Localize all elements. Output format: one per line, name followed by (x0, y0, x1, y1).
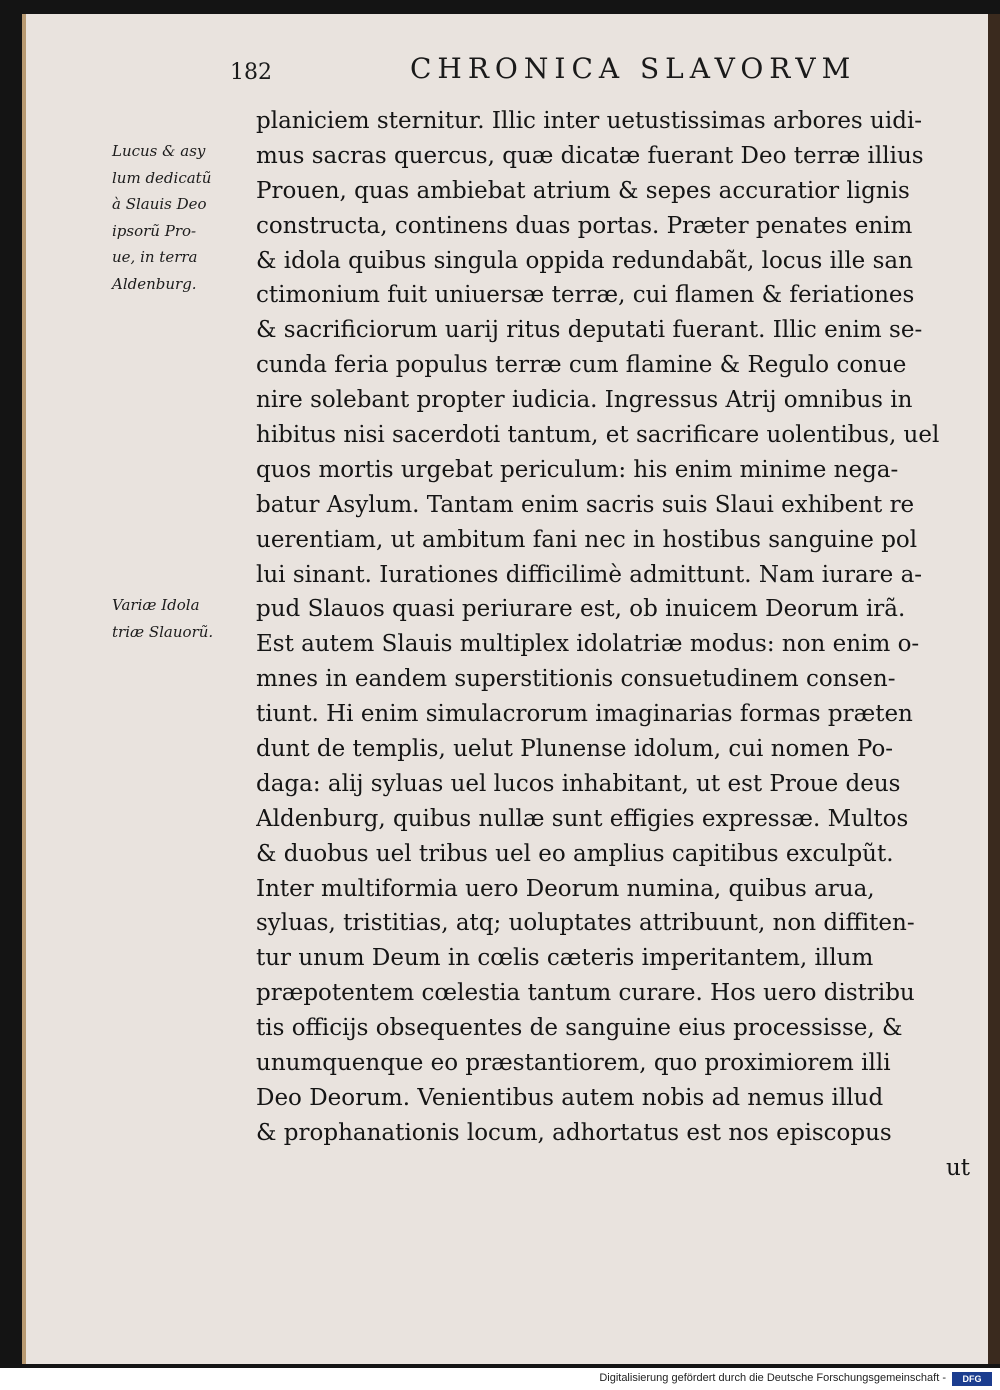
text-line: ut (945, 1154, 970, 1181)
text-line: ctimonium fuit uniuersæ terræ, cui flamen & feriationes (256, 282, 915, 309)
text-line: dunt de templis, uelut Plunense idolum, cui nomen Po- (256, 736, 894, 763)
text-line: mus sacras quercus, quæ dicatæ fuerant Deo terræ illius (256, 142, 924, 169)
text-line: Est autem Slauis multiplex idolatriæ modus: non enim o- (256, 631, 920, 658)
page-header (230, 52, 950, 92)
body-text (256, 104, 976, 1186)
text-line: batur Asylum. Tantam enim sacris suis Slaui exhibent re (256, 491, 915, 518)
running-title: CHRONICA SLAVORVM (410, 52, 857, 85)
text-line: & duobus uel tribus uel eo amplius capitibus exculpũt. (256, 840, 894, 867)
text-line: nire solebant propter iudicia. Ingressus Atrij omnibus in (256, 387, 913, 414)
marginal-note-line: lum dedicatũ (112, 168, 212, 187)
text-line: & prophanationis locum, adhortatus est nos episcopus (256, 1119, 892, 1146)
marginal-note-line: Aldenburg. (112, 274, 197, 293)
marginal-note-line: ipsorũ Pro- (112, 221, 197, 240)
text-line: unumquenque eo præstantiorem, quo proximiorem illi (256, 1050, 891, 1077)
dfg-logo: DFG (952, 1372, 992, 1386)
marginal-note-line: Variæ Idola (112, 596, 200, 614)
text-line: Deo Deorum. Venientibus autem nobis ad nemus illud (256, 1084, 884, 1111)
text-line: quos mortis urgebat periculum: his enim minime nega- (256, 456, 899, 483)
footer-credit: Digitalisierung gefördert durch die Deutsche Forschungsgemeinschaft - (599, 1372, 946, 1384)
text-line: Aldenburg, quibus nullæ sunt effigies expressæ. Multos (256, 805, 909, 832)
marginal-note-line: à Slauis Deo (112, 195, 207, 213)
text-line: daga: alij syluas uel lucos inhabitant, ut est Proue deus (256, 770, 901, 797)
text-line: hibitus nisi sacerdoti tantum, et sacrificare uolentibus, uel (256, 422, 940, 449)
text-line: tiunt. Hi enim simulacrorum imaginarias formas præten (256, 701, 913, 728)
text-line: & sacrificiorum uarij ritus deputati fuerant. Illic enim se- (256, 317, 923, 344)
text-line: præpotentem cœlestia tantum curare. Hos uero distribu (256, 980, 915, 1007)
text-line: cunda feria populus terræ cum flamine & Regulo conue (256, 352, 907, 379)
text-line: uerentiam, ut ambitum fani nec in hostibus sanguine pol (256, 526, 918, 553)
digitization-footer (0, 1368, 1000, 1390)
marginal-note-line: triæ Slauorũ. (112, 622, 214, 641)
text-line: & idola quibus singula oppida redundabãt, locus ille san (256, 247, 913, 274)
page-number: 182 (230, 60, 272, 85)
marginal-note-lucus (112, 138, 262, 297)
text-line: mnes in eandem superstitionis consuetudinem consen- (256, 666, 896, 693)
text-line: constructa, continens duas portas. Præter penates enim (256, 212, 913, 239)
text-line: lui sinant. Iurationes difficilimè admittunt. Nam iurare a- (256, 561, 923, 588)
text-line: tur unum Deum in cœlis cæteris imperitantem, illum (256, 945, 874, 972)
text-line: Prouen, quas ambiebat atrium & sepes accuratior lignis (256, 177, 910, 204)
marginal-note-idolatry (112, 592, 262, 645)
text-line: pud Slauos quasi periurare est, ob inuicem Deorum irã. (256, 596, 906, 623)
marginal-note-line: Lucus & asy (112, 142, 206, 160)
text-line: tis officijs obsequentes de sanguine eius processisse, & (256, 1015, 903, 1042)
book-spine (988, 14, 1000, 1364)
text-line: Inter multiformia uero Deorum numina, quibus arua, (256, 875, 875, 902)
text-line: syluas, tristitias, atq; uoluptates attribuunt, non diffiten- (256, 910, 915, 937)
text-line: planiciem sternitur. Illic inter uetustissimas arbores uidi- (256, 108, 923, 134)
marginal-note-line: ue, in terra (112, 248, 198, 266)
